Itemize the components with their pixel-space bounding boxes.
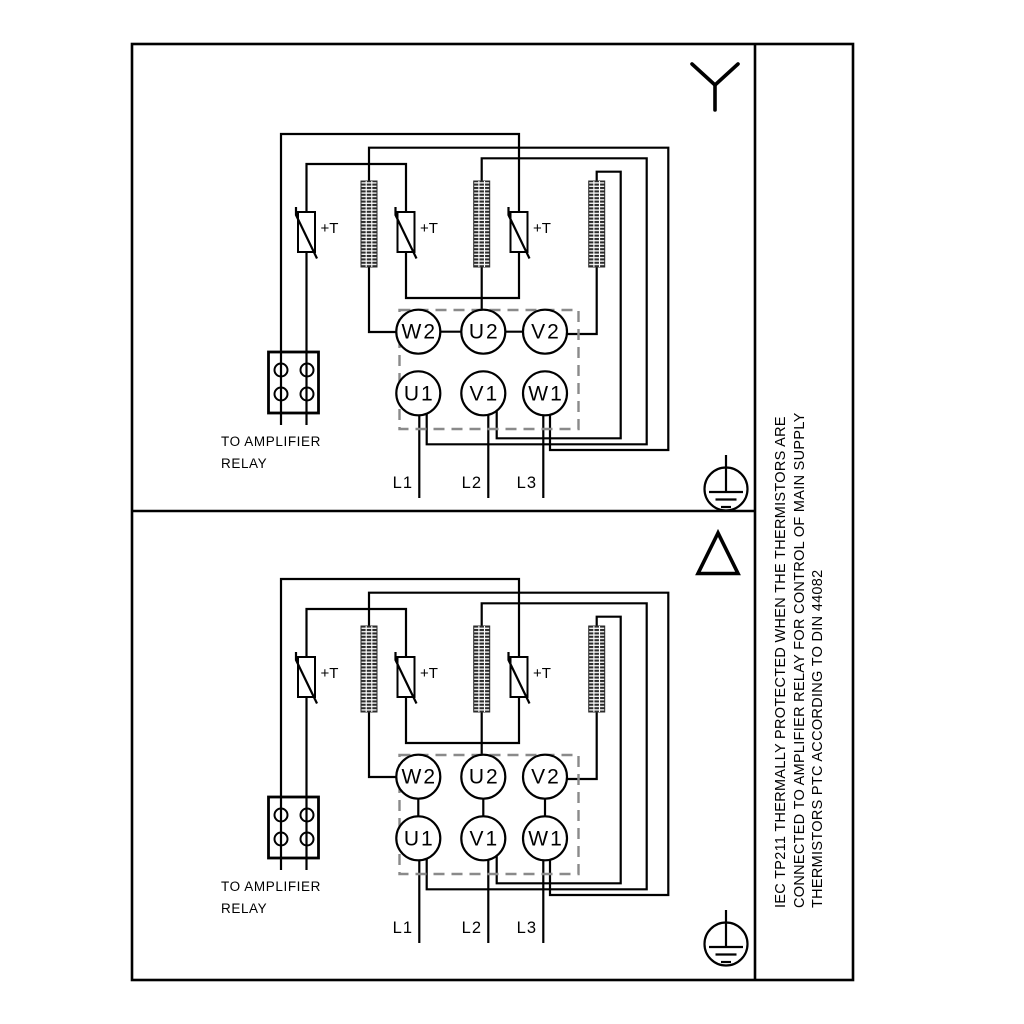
side-note-rotated [772,363,828,908]
supply-label-l3: L3 [516,919,537,937]
thermistor-symbol [396,207,438,259]
relay-block-outline [269,352,319,413]
winding-bar [474,181,490,267]
winding-coil-icon [589,181,605,267]
wire [567,267,597,334]
terminal-label: V1 [469,827,500,851]
terminal-u2 [461,310,505,354]
terminal-label: U1 [403,382,435,406]
supply-label-l2: L2 [461,474,482,492]
thermistor-label: +T [420,220,438,237]
terminal-w2 [396,755,440,799]
star-arm-left [692,64,715,85]
delta-connection-icon [698,533,738,574]
terminal-label: W1 [528,382,564,406]
panel-star [221,134,668,498]
wire [406,697,519,743]
supply-label-l1: L1 [392,919,413,937]
terminal-label: V1 [469,382,500,406]
winding-coil-icon [474,181,490,267]
winding-coil-icon [589,626,605,712]
side-note-line-1: IEC TP211 THERMALLY PROTECTED WHEN THE THERMISTORS ARE [773,416,789,908]
terminal-w1 [523,816,567,860]
terminal-v2 [523,310,567,354]
relay-block-outline [269,797,319,858]
thermistor-symbol [509,652,551,704]
side-note-line-3: THERMISTORS PTC ACCORDING TO DIN 44082 [810,569,827,908]
wire [369,267,396,332]
terminal-label: U2 [468,765,500,789]
thermistor-label: +T [420,665,438,682]
earth-ground-icon [705,455,748,511]
wire [307,609,407,657]
terminal-label: V2 [531,765,561,789]
terminal-v2 [523,755,567,799]
side-note-line-2: CONNECTED TO AMPLIFIER RELAY FOR CONTROL OF MAIN SUPPLY [791,412,808,908]
terminal-w2 [396,310,440,354]
terminal-u1 [396,816,440,860]
terminal-v1 [461,816,505,860]
winding-coil-icon [361,181,377,267]
supply-label-l1: L1 [392,474,413,492]
thermistor-label: +T [533,220,551,237]
relay-note-line-1: TO AMPLIFIER [221,879,321,894]
thermistor-body [298,212,315,252]
thermistor-symbol [296,207,338,259]
thermistor-body [511,212,528,252]
terminal-label: U1 [403,827,435,851]
relay-note-line-2: RELAY [221,456,268,471]
terminal-v1 [461,371,505,415]
wire [369,712,396,777]
relay-terminal-block [269,797,319,858]
supply-label-l2: L2 [461,919,482,937]
thermistor-body [511,657,528,697]
wire [406,252,519,298]
thermistor-symbol [509,207,551,259]
earth-ground-icon [705,910,748,966]
thermistor-label: +T [320,220,339,237]
star-arm-right [715,64,738,85]
star-connection-icon [692,64,738,110]
thermistor-symbol [396,652,438,704]
terminal-label: V2 [531,320,561,344]
terminal-u1 [396,371,440,415]
terminal-w1 [523,371,567,415]
winding-coil-icon [474,626,490,712]
terminal-label: W1 [528,827,564,851]
thermistor-label: +T [320,665,339,682]
relay-note-line-1: TO AMPLIFIER [221,434,321,449]
relay-terminal-block [269,352,319,413]
winding-bar [361,626,377,712]
wire [307,164,407,212]
winding-bar [361,181,377,267]
panel-delta [221,579,668,943]
winding-bar [474,626,490,712]
winding-bar [589,181,605,267]
thermistor-label: +T [533,665,551,682]
relay-note-line-2: RELAY [221,901,268,916]
winding-coil-icon [361,626,377,712]
winding-bar [589,626,605,712]
terminal-u2 [461,755,505,799]
thermistor-body [398,657,415,697]
supply-label-l3: L3 [516,474,537,492]
thermistor-symbol [296,652,338,704]
wire [567,712,597,779]
terminal-label: W2 [401,320,438,344]
terminal-label: U2 [468,320,500,344]
thermistor-body [298,657,315,697]
terminal-label: W2 [401,765,438,789]
thermistor-body [398,212,415,252]
